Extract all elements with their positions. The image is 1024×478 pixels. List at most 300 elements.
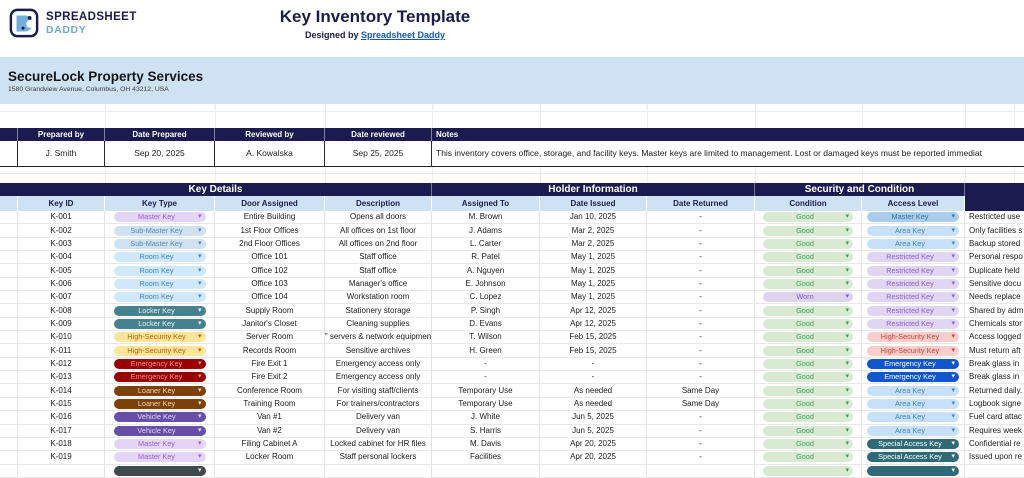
gutter-cell[interactable] xyxy=(0,371,18,383)
table-row xyxy=(0,264,1024,277)
door-assigned-cell[interactable]: Records Room xyxy=(215,344,325,356)
key-id-cell[interactable]: K-010 xyxy=(18,331,105,343)
door-assigned-cell[interactable]: 1st Floor Offices xyxy=(215,224,325,236)
gutter-cell[interactable] xyxy=(0,384,18,396)
col-key-id: Key ID xyxy=(18,196,105,211)
chevron-down-icon: ▾ xyxy=(951,359,955,367)
access-level-dropdown[interactable]: Restricted Key ▾ xyxy=(867,252,959,262)
prepared-header-row xyxy=(0,128,1024,141)
date-issued-cell[interactable]: May 1, 2025 xyxy=(540,291,647,303)
access-level-dropdown[interactable]: Restricted Key ▾ xyxy=(867,292,959,302)
access-level-dropdown[interactable]: Special Access Key ▾ xyxy=(867,439,959,449)
gutter-cell[interactable] xyxy=(0,331,18,343)
company-banner xyxy=(0,57,1024,104)
spreadsheet-daddy-link[interactable]: Spreadsheet Daddy xyxy=(361,30,446,40)
door-assigned-cell[interactable]: Entire Building xyxy=(215,211,325,223)
key-type-dropdown[interactable]: Locker Key ▾ xyxy=(114,319,206,329)
chevron-down-icon: ▾ xyxy=(951,279,955,287)
description-cell[interactable]: Workstation room xyxy=(325,291,432,303)
description-cell[interactable]: Locked cabinet for HR files xyxy=(325,438,432,450)
chevron-down-icon: ▾ xyxy=(845,266,849,274)
chevron-down-icon: ▾ xyxy=(845,440,849,448)
chevron-down-icon: ▾ xyxy=(845,466,849,474)
note-cell[interactable]: Requires week xyxy=(969,425,1022,435)
date-returned-cell[interactable]: - xyxy=(647,224,755,236)
condition-dropdown[interactable]: Good ▾ xyxy=(763,212,853,222)
door-assigned-cell[interactable]: Filing Cabinet A xyxy=(215,438,325,450)
key-id-cell[interactable]: K-011 xyxy=(18,344,105,356)
col-notes-stub xyxy=(965,196,1024,211)
note-cell[interactable]: Access logged xyxy=(969,332,1022,342)
key-type-dropdown[interactable]: Sub-Master Key ▾ xyxy=(114,226,206,236)
prepared-values-row xyxy=(0,141,1024,167)
table-row xyxy=(0,331,1024,344)
chevron-down-icon: ▾ xyxy=(845,213,849,221)
table-row xyxy=(0,318,1024,331)
table-row xyxy=(0,425,1024,438)
date-returned-cell[interactable]: - xyxy=(647,451,755,463)
chevron-down-icon: ▾ xyxy=(845,373,849,381)
brand-name-bottom: DADDY xyxy=(46,23,87,36)
chevron-down-icon: ▾ xyxy=(951,306,955,314)
gutter-cell[interactable] xyxy=(0,224,18,236)
key-type-dropdown[interactable]: Loaner Key ▾ xyxy=(114,399,206,409)
note-cell[interactable]: Must return aft xyxy=(969,345,1021,355)
note-cell[interactable]: Fuel card attac xyxy=(969,412,1022,422)
date-returned-cell[interactable]: - xyxy=(647,238,755,250)
chevron-down-icon: ▾ xyxy=(951,266,955,274)
table-row xyxy=(0,451,1024,464)
date-issued-cell[interactable]: May 1, 2025 xyxy=(540,264,647,276)
condition-dropdown[interactable] xyxy=(763,466,853,476)
key-id-cell[interactable]: K-016 xyxy=(18,411,105,423)
date-issued-cell[interactable]: As needed xyxy=(540,384,647,396)
assigned-to-cell[interactable]: M. Brown xyxy=(432,211,540,223)
date-returned-cell[interactable]: - xyxy=(647,425,755,437)
description-cell[interactable]: Emergency access only xyxy=(325,358,432,370)
table-row xyxy=(0,358,1024,371)
date-returned-cell[interactable] xyxy=(647,465,755,477)
date-returned-cell[interactable]: - xyxy=(647,331,755,343)
note-cell[interactable]: Issued upon re xyxy=(969,452,1022,462)
chevron-down-icon: ▾ xyxy=(197,399,202,407)
brand-name-top: SPREADSHEET xyxy=(46,10,137,23)
key-id-cell[interactable]: K-007 xyxy=(18,291,105,303)
date-issued-cell[interactable]: As needed xyxy=(540,398,647,410)
key-id-cell[interactable]: K-018 xyxy=(18,438,105,450)
gutter-cell[interactable] xyxy=(0,358,18,370)
date-returned-cell[interactable]: - xyxy=(647,278,755,290)
description-cell[interactable]: Stationery storage xyxy=(325,304,432,316)
chevron-down-icon: ▾ xyxy=(951,319,955,327)
description-cell[interactable]: Manager's office xyxy=(325,278,432,290)
gutter-cell[interactable] xyxy=(0,465,18,477)
date-issued-cell[interactable]: Feb 15, 2025 xyxy=(540,331,647,343)
note-cell[interactable]: Break glass in xyxy=(969,358,1020,368)
date-returned-cell[interactable]: - xyxy=(647,211,755,223)
key-type-dropdown[interactable]: Vehicle Key ▾ xyxy=(114,426,206,436)
chevron-down-icon: ▾ xyxy=(951,213,955,221)
condition-dropdown[interactable]: Good ▾ xyxy=(763,226,853,236)
date-issued-cell[interactable]: Feb 15, 2025 xyxy=(540,344,647,356)
door-assigned-cell[interactable]: Van #1 xyxy=(215,411,325,423)
condition-dropdown[interactable]: Good ▾ xyxy=(763,412,853,422)
gutter-cell[interactable] xyxy=(0,438,18,450)
date-returned-cell[interactable]: - xyxy=(647,411,755,423)
date-issued-cell[interactable]: Jun 5, 2025 xyxy=(540,425,647,437)
chevron-down-icon: ▾ xyxy=(845,386,849,394)
assigned-to-cell[interactable]: - xyxy=(432,358,540,370)
chevron-down-icon: ▾ xyxy=(951,440,955,448)
note-cell[interactable]: Shared by adm xyxy=(969,305,1024,315)
description-cell[interactable]: All offices on 2nd floor xyxy=(325,238,432,250)
access-level-dropdown[interactable]: Area Key ▾ xyxy=(867,239,959,249)
condition-dropdown[interactable]: Good ▾ xyxy=(763,319,853,329)
notes-header: Notes xyxy=(436,130,459,139)
access-level-dropdown[interactable]: High-Security Key ▾ xyxy=(867,346,959,356)
chevron-down-icon: ▾ xyxy=(197,413,202,421)
door-assigned-cell[interactable]: Server Room xyxy=(215,331,325,343)
key-id-cell[interactable]: K-006 xyxy=(18,278,105,290)
key-type-dropdown[interactable]: High-Security Key ▾ xyxy=(114,346,206,356)
description-cell[interactable]: " servers & network equipmen xyxy=(325,331,432,343)
date-issued-cell[interactable]: May 1, 2025 xyxy=(540,278,647,290)
reviewed-by-header: Reviewed by xyxy=(215,128,325,141)
chevron-down-icon: ▾ xyxy=(197,453,202,461)
condition-dropdown[interactable]: Good ▾ xyxy=(763,332,853,342)
date-issued-cell[interactable]: Mar 2, 2025 xyxy=(540,224,647,236)
gutter-cell[interactable] xyxy=(0,141,18,166)
door-assigned-cell[interactable]: Janitor's Closet xyxy=(215,318,325,330)
key-type-dropdown[interactable]: Master Key ▾ xyxy=(114,212,206,222)
condition-dropdown[interactable]: Good ▾ xyxy=(763,252,853,262)
date-returned-cell[interactable]: - xyxy=(647,291,755,303)
date-returned-cell[interactable]: - xyxy=(647,264,755,276)
description-cell[interactable]: Sensitive archives xyxy=(325,344,432,356)
gutter-cell[interactable] xyxy=(0,211,18,223)
chevron-down-icon: ▾ xyxy=(845,346,849,354)
assigned-to-cell[interactable]: Facilities xyxy=(432,451,540,463)
condition-dropdown[interactable]: Good ▾ xyxy=(763,386,853,396)
note-cell[interactable]: Logbook signe xyxy=(969,398,1022,408)
chevron-down-icon: ▾ xyxy=(951,426,955,434)
access-level-dropdown[interactable]: Restricted Key ▾ xyxy=(867,319,959,329)
col-door-assigned: Door Assigned xyxy=(215,196,325,211)
assigned-to-cell[interactable]: E. Johnson xyxy=(432,278,540,290)
gutter-cell[interactable] xyxy=(0,291,18,303)
assigned-to-cell[interactable]: C. Lopez xyxy=(432,291,540,303)
gutter-cell[interactable] xyxy=(0,425,18,437)
chevron-down-icon: ▾ xyxy=(951,239,955,247)
description-cell[interactable]: Delivery van xyxy=(325,425,432,437)
date-returned-cell[interactable]: Same Day xyxy=(647,384,755,396)
assigned-to-cell[interactable]: Temporary Use xyxy=(432,398,540,410)
assigned-to-cell[interactable]: M. Davis xyxy=(432,438,540,450)
chevron-down-icon: ▾ xyxy=(197,440,202,448)
date-prepared-value[interactable]: Sep 20, 2025 xyxy=(105,141,215,166)
note-cell[interactable]: Needs replace xyxy=(969,292,1021,302)
chevron-down-icon: ▾ xyxy=(197,359,202,367)
note-cell[interactable]: Sensitive docu xyxy=(969,278,1022,288)
door-assigned-cell[interactable] xyxy=(215,465,325,477)
condition-dropdown[interactable]: Good ▾ xyxy=(763,372,853,382)
date-issued-cell[interactable]: - xyxy=(540,358,647,370)
gutter-cell[interactable] xyxy=(0,398,18,410)
key-type-dropdown[interactable]: Emergency Key ▾ xyxy=(114,359,206,369)
chevron-down-icon: ▾ xyxy=(197,253,202,261)
date-returned-cell[interactable]: - xyxy=(647,358,755,370)
company-name: SecureLock Property Services xyxy=(8,69,204,84)
key-type-dropdown[interactable]: Locker Key ▾ xyxy=(114,306,206,316)
key-id-cell[interactable]: K-002 xyxy=(18,224,105,236)
description-cell[interactable]: Staff office xyxy=(325,264,432,276)
chevron-down-icon: ▾ xyxy=(951,226,955,234)
assigned-to-cell[interactable]: A. Nguyen xyxy=(432,264,540,276)
access-level-dropdown[interactable]: Emergency Key ▾ xyxy=(867,372,959,382)
door-assigned-cell[interactable]: Fire Exit 1 xyxy=(215,358,325,370)
door-assigned-cell[interactable]: Office 103 xyxy=(215,278,325,290)
date-returned-cell[interactable]: Same Day xyxy=(647,398,755,410)
note-cell[interactable] xyxy=(965,465,1024,477)
group-header-row xyxy=(0,183,1024,196)
prepared-by-header: Prepared by xyxy=(18,128,105,141)
note-cell[interactable]: Backup stored xyxy=(969,238,1021,248)
table-row xyxy=(0,398,1024,411)
date-returned-cell[interactable]: - xyxy=(647,304,755,316)
assigned-to-cell[interactable]: L. Carter xyxy=(432,238,540,250)
key-type-dropdown[interactable]: Vehicle Key ▾ xyxy=(114,412,206,422)
door-assigned-cell[interactable]: Fire Exit 2 xyxy=(215,371,325,383)
chevron-down-icon: ▾ xyxy=(845,306,849,314)
door-assigned-cell[interactable]: Office 101 xyxy=(215,251,325,263)
access-level-dropdown[interactable]: Special Access Key ▾ xyxy=(867,452,959,462)
door-assigned-cell[interactable]: Supply Room xyxy=(215,304,325,316)
date-reviewed-header: Date reviewed xyxy=(325,128,432,141)
chevron-down-icon: ▾ xyxy=(951,413,955,421)
date-issued-cell[interactable]: Apr 12, 2025 xyxy=(540,304,647,316)
chevron-down-icon: ▾ xyxy=(197,426,202,434)
door-assigned-cell[interactable]: Training Room xyxy=(215,398,325,410)
table-row xyxy=(0,238,1024,251)
note-cell[interactable]: Returned daily. xyxy=(969,385,1023,395)
prepared-by-value[interactable]: J. Smith xyxy=(18,141,105,166)
assigned-to-cell[interactable]: P. Singh xyxy=(432,304,540,316)
chevron-down-icon: ▾ xyxy=(197,213,202,221)
condition-dropdown[interactable]: Good ▾ xyxy=(763,239,853,249)
date-issued-cell[interactable]: Jun 5, 2025 xyxy=(540,411,647,423)
access-level-dropdown[interactable]: High-Security Key ▾ xyxy=(867,332,959,342)
door-assigned-cell[interactable]: Office 104 xyxy=(215,291,325,303)
spreadsheet-daddy-logo-icon xyxy=(9,8,39,38)
door-assigned-cell[interactable]: Office 102 xyxy=(215,264,325,276)
assigned-to-cell[interactable]: H. Green xyxy=(432,344,540,356)
table-row xyxy=(0,384,1024,397)
note-cell[interactable]: Restricted use xyxy=(969,212,1021,222)
door-assigned-cell[interactable]: Van #2 xyxy=(215,425,325,437)
chevron-down-icon: ▾ xyxy=(845,319,849,327)
note-cell[interactable]: Only facilities s xyxy=(969,225,1023,235)
key-type-dropdown[interactable]: Sub-Master Key ▾ xyxy=(114,239,206,249)
assigned-to-cell[interactable]: T. Wilson xyxy=(432,331,540,343)
access-level-dropdown[interactable]: Area Key ▾ xyxy=(867,399,959,409)
date-issued-cell[interactable]: Jan 10, 2025 xyxy=(540,211,647,223)
key-type-dropdown[interactable]: Room Key ▾ xyxy=(114,252,206,262)
condition-dropdown[interactable]: Good ▾ xyxy=(763,306,853,316)
access-level-dropdown[interactable] xyxy=(867,466,959,476)
assigned-to-cell[interactable]: Temporary Use xyxy=(432,384,540,396)
key-id-cell[interactable]: K-005 xyxy=(18,264,105,276)
key-id-cell[interactable]: K-019 xyxy=(18,451,105,463)
description-cell[interactable] xyxy=(325,465,432,477)
description-cell[interactable]: For trainers/contractors xyxy=(325,398,432,410)
assigned-to-cell[interactable]: - xyxy=(432,371,540,383)
assigned-to-cell[interactable] xyxy=(432,465,540,477)
access-level-dropdown[interactable]: Restricted Key ▾ xyxy=(867,279,959,289)
access-level-dropdown[interactable]: Emergency Key ▾ xyxy=(867,359,959,369)
key-id-cell[interactable]: K-003 xyxy=(18,238,105,250)
key-type-dropdown[interactable]: High-Security Key ▾ xyxy=(114,332,206,342)
condition-dropdown[interactable]: Good ▾ xyxy=(763,359,853,369)
col-assigned-to: Assigned To xyxy=(432,196,540,211)
table-row xyxy=(0,411,1024,424)
gutter-cell[interactable] xyxy=(0,251,18,263)
date-returned-cell[interactable]: - xyxy=(647,371,755,383)
condition-dropdown[interactable]: Good ▾ xyxy=(763,439,853,449)
designed-by-line: Designed by Spreadsheet Daddy xyxy=(304,30,446,40)
door-assigned-cell[interactable]: 2nd Floor Offices xyxy=(215,238,325,250)
date-returned-cell[interactable]: - xyxy=(647,251,755,263)
access-level-dropdown[interactable]: Restricted Key ▾ xyxy=(867,266,959,276)
condition-dropdown[interactable]: Good ▾ xyxy=(763,399,853,409)
access-level-dropdown[interactable]: Restricted Key ▾ xyxy=(867,306,959,316)
description-cell[interactable]: For visiting staff/clients xyxy=(325,384,432,396)
chevron-down-icon: ▾ xyxy=(951,453,955,461)
condition-dropdown[interactable]: Good ▾ xyxy=(763,266,853,276)
description-cell[interactable]: Staff office xyxy=(325,251,432,263)
chevron-down-icon: ▾ xyxy=(951,373,955,381)
key-id-cell[interactable]: K-015 xyxy=(18,398,105,410)
col-date-issued: Date Issued xyxy=(540,196,647,211)
note-cell[interactable]: Break glass in xyxy=(969,372,1020,382)
gutter-cell[interactable] xyxy=(0,344,18,356)
key-id-cell[interactable]: K-008 xyxy=(18,304,105,316)
table-row xyxy=(0,465,1024,478)
chevron-down-icon: ▾ xyxy=(951,346,955,354)
col-key-type: Key Type xyxy=(105,196,215,211)
key-id-cell[interactable]: K-017 xyxy=(18,425,105,437)
access-level-dropdown[interactable]: Master Key ▾ xyxy=(867,212,959,222)
gutter-cell[interactable] xyxy=(0,278,18,290)
key-type-dropdown[interactable]: Room Key ▾ xyxy=(114,292,206,302)
reviewed-by-value[interactable]: A. Kowalska xyxy=(215,141,325,166)
door-assigned-cell[interactable]: Locker Room xyxy=(215,451,325,463)
access-level-dropdown[interactable]: Area Key ▾ xyxy=(867,426,959,436)
key-id-cell[interactable]: K-012 xyxy=(18,358,105,370)
group-key-details: Key Details xyxy=(0,183,432,196)
date-issued-cell[interactable] xyxy=(540,465,647,477)
note-cell[interactable]: Duplicate held xyxy=(969,265,1020,275)
date-reviewed-value[interactable]: Sep 25, 2025 xyxy=(325,141,432,166)
assigned-to-cell[interactable]: S. Harris xyxy=(432,425,540,437)
key-id-cell[interactable]: K-009 xyxy=(18,318,105,330)
date-returned-cell[interactable]: - xyxy=(647,318,755,330)
chevron-down-icon: ▾ xyxy=(845,413,849,421)
note-cell[interactable]: Personal respo xyxy=(969,252,1023,262)
key-id-cell[interactable] xyxy=(18,465,105,477)
condition-dropdown[interactable]: Good ▾ xyxy=(763,452,853,462)
access-level-dropdown[interactable]: Area Key ▾ xyxy=(867,412,959,422)
description-cell[interactable]: Emergency access only xyxy=(325,371,432,383)
chevron-down-icon: ▾ xyxy=(197,333,202,341)
key-type-dropdown[interactable]: Room Key ▾ xyxy=(114,266,206,276)
assigned-to-cell[interactable]: R. Patel xyxy=(432,251,540,263)
condition-dropdown[interactable]: Worn ▾ xyxy=(763,292,853,302)
key-type-dropdown[interactable]: Loaner Key ▾ xyxy=(114,386,206,396)
door-assigned-cell[interactable]: Conference Room xyxy=(215,384,325,396)
gutter-cell[interactable] xyxy=(0,238,18,250)
chevron-down-icon: ▾ xyxy=(845,226,849,234)
key-type-dropdown[interactable]: Master Key ▾ xyxy=(114,452,206,462)
condition-dropdown[interactable]: Good ▾ xyxy=(763,426,853,436)
access-level-dropdown[interactable]: Area Key ▾ xyxy=(867,386,959,396)
key-id-cell[interactable]: K-013 xyxy=(18,371,105,383)
gutter-cell[interactable] xyxy=(0,451,18,463)
date-issued-cell[interactable]: Apr 20, 2025 xyxy=(540,451,647,463)
description-cell[interactable]: Staff personal lockers xyxy=(325,451,432,463)
key-type-dropdown[interactable]: Emergency Key ▾ xyxy=(114,372,206,382)
key-type-dropdown[interactable] xyxy=(114,466,206,476)
note-cell[interactable]: Chemicals stor xyxy=(969,318,1022,328)
access-level-dropdown[interactable]: Area Key ▾ xyxy=(867,226,959,236)
table-row xyxy=(0,211,1024,224)
date-returned-cell[interactable]: - xyxy=(647,344,755,356)
note-cell[interactable]: Confidential re xyxy=(969,439,1021,449)
key-id-cell[interactable]: K-001 xyxy=(18,211,105,223)
page-title: Key Inventory Template xyxy=(279,7,471,26)
date-returned-cell[interactable]: - xyxy=(647,438,755,450)
gutter-cell[interactable] xyxy=(0,318,18,330)
group-holder-information: Holder Information xyxy=(432,183,755,196)
notes-value[interactable]: This inventory covers office, storage, and facility keys. Master keys are limited to management. Lost or damaged keys must be reported immediat xyxy=(436,148,982,158)
assigned-to-cell[interactable]: D. Evans xyxy=(432,318,540,330)
column-header-row xyxy=(0,196,1024,211)
chevron-down-icon: ▾ xyxy=(845,293,849,301)
gutter-cell[interactable] xyxy=(0,304,18,316)
date-issued-cell[interactable]: Apr 20, 2025 xyxy=(540,438,647,450)
chevron-down-icon: ▾ xyxy=(197,306,202,314)
condition-dropdown[interactable]: Good ▾ xyxy=(763,346,853,356)
condition-dropdown[interactable]: Good ▾ xyxy=(763,279,853,289)
key-type-dropdown[interactable]: Master Key ▾ xyxy=(114,439,206,449)
key-id-cell[interactable]: K-004 xyxy=(18,251,105,263)
assigned-to-cell[interactable]: J. White xyxy=(432,411,540,423)
date-issued-cell[interactable]: Mar 2, 2025 xyxy=(540,238,647,250)
gutter-cell[interactable] xyxy=(0,411,18,423)
description-cell[interactable]: Opens all doors xyxy=(325,211,432,223)
date-issued-cell[interactable]: Apr 12, 2025 xyxy=(540,318,647,330)
description-cell[interactable]: Delivery van xyxy=(325,411,432,423)
table-row xyxy=(0,278,1024,291)
description-cell[interactable]: All offices on 1st floor xyxy=(325,224,432,236)
gutter-cell[interactable] xyxy=(0,264,18,276)
key-id-cell[interactable]: K-014 xyxy=(18,384,105,396)
key-type-dropdown[interactable]: Room Key ▾ xyxy=(114,279,206,289)
date-issued-cell[interactable]: - xyxy=(540,371,647,383)
key-inventory-table xyxy=(0,183,1024,474)
description-cell[interactable]: Cleaning supplies xyxy=(325,318,432,330)
date-issued-cell[interactable]: May 1, 2025 xyxy=(540,251,647,263)
assigned-to-cell[interactable]: J. Adams xyxy=(432,224,540,236)
